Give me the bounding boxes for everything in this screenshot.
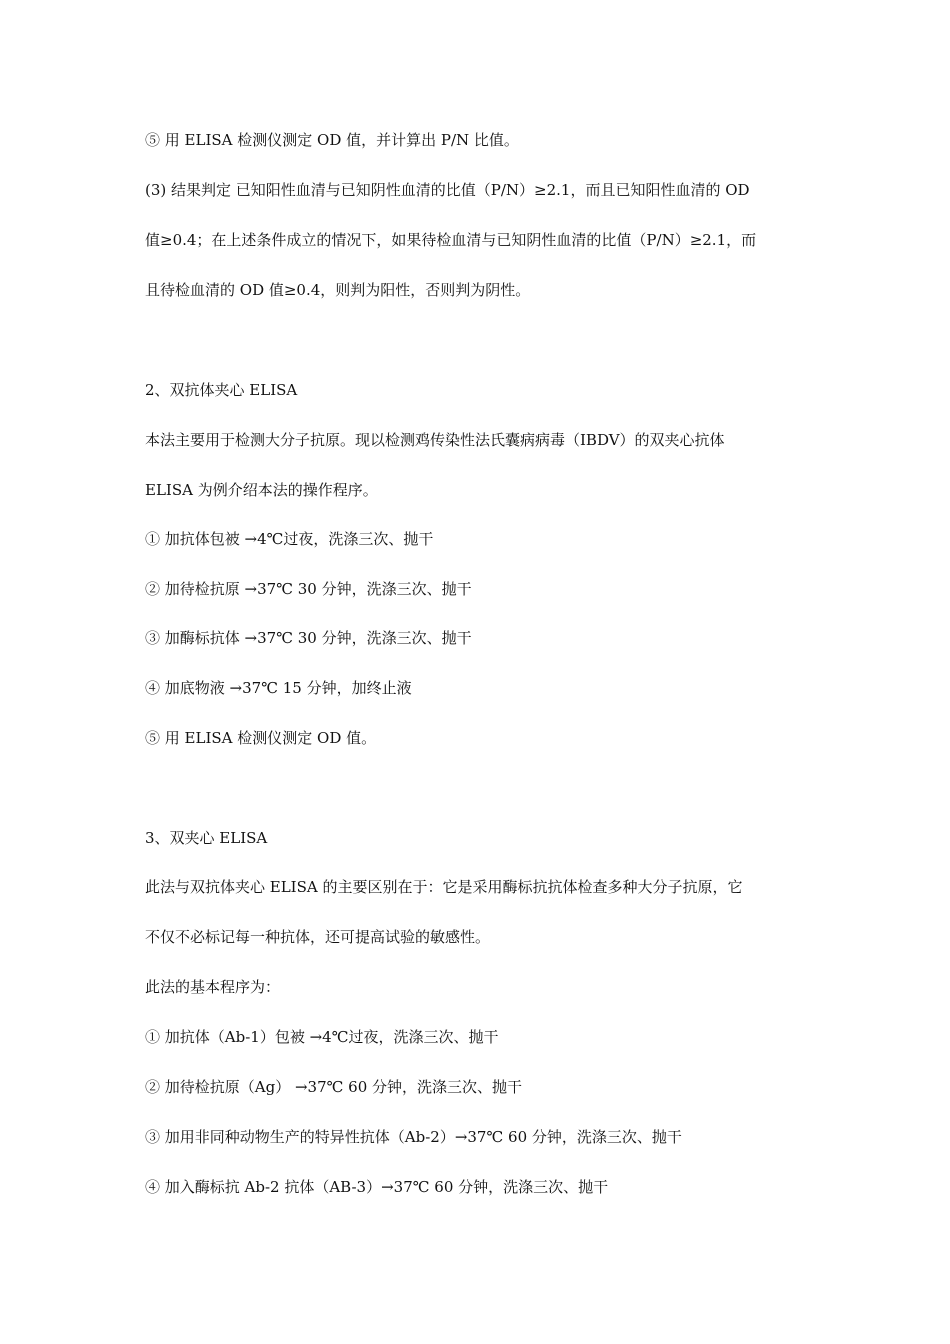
section3-intro-line1: 此法与双抗体夹心 ELISA 的主要区别在于：它是采用酶标抗抗体检查多种大分子抗原，它 <box>145 878 743 896</box>
result-paragraph-line1: (3) 结果判定 已知阳性血清与已知阴性血清的比值（P/N）≥2.1，而且已知阳性血清的 OD <box>145 181 750 199</box>
section3-procedure-label: 此法的基本程序为： <box>145 978 281 996</box>
section2-step: ③ 加酶标抗体 →37℃ 30 分钟，洗涤三次、抛干 <box>145 629 472 647</box>
section2-intro-line2: ELISA 为例介绍本法的操作程序。 <box>145 481 378 499</box>
section2-heading: 2、双抗体夹心 ELISA <box>145 381 298 399</box>
result-paragraph-line2: 值≥0.4；在上述条件成立的情况下，如果待检血清与已知阴性血清的比值（P/N）≥2.1，而 <box>145 231 757 249</box>
section3-step: ① 加抗体（Ab-1）包被 →4℃过夜，洗涤三次、抛干 <box>145 1028 499 1046</box>
section1-step5: ⑤ 用 ELISA 检测仪测定 OD 值，并计算出 P/N 比值。 <box>145 131 519 149</box>
section2-step: ⑤ 用 ELISA 检测仪测定 OD 值。 <box>145 729 377 747</box>
section3-step: ③ 加用非同种动物生产的特异性抗体（Ab-2）→37℃ 60 分钟，洗涤三次、抛干 <box>145 1128 682 1146</box>
section2-step: ④ 加底物液 →37℃ 15 分钟，加终止液 <box>145 679 412 697</box>
section2-intro-line1: 本法主要用于检测大分子抗原。现以检测鸡传染性法氏囊病病毒（IBDV）的双夹心抗体 <box>145 431 725 449</box>
section3-heading: 3、双夹心 ELISA <box>145 829 268 847</box>
section2-step: ② 加待检抗原 →37℃ 30 分钟，洗涤三次、抛干 <box>145 580 472 598</box>
section3-intro-line2: 不仅不必标记每一种抗体，还可提高试验的敏感性。 <box>145 928 491 946</box>
section2-step: ① 加抗体包被 →4℃过夜，洗涤三次、抛干 <box>145 530 434 548</box>
section3-step: ④ 加入酶标抗 Ab-2 抗体（AB-3）→37℃ 60 分钟，洗涤三次、抛干 <box>145 1178 609 1196</box>
result-paragraph-line3: 且待检血清的 OD 值≥0.4，则判为阳性，否则判为阴性。 <box>145 281 531 299</box>
section3-step: ② 加待检抗原（Ag） →37℃ 60 分钟，洗涤三次、抛干 <box>145 1078 523 1096</box>
